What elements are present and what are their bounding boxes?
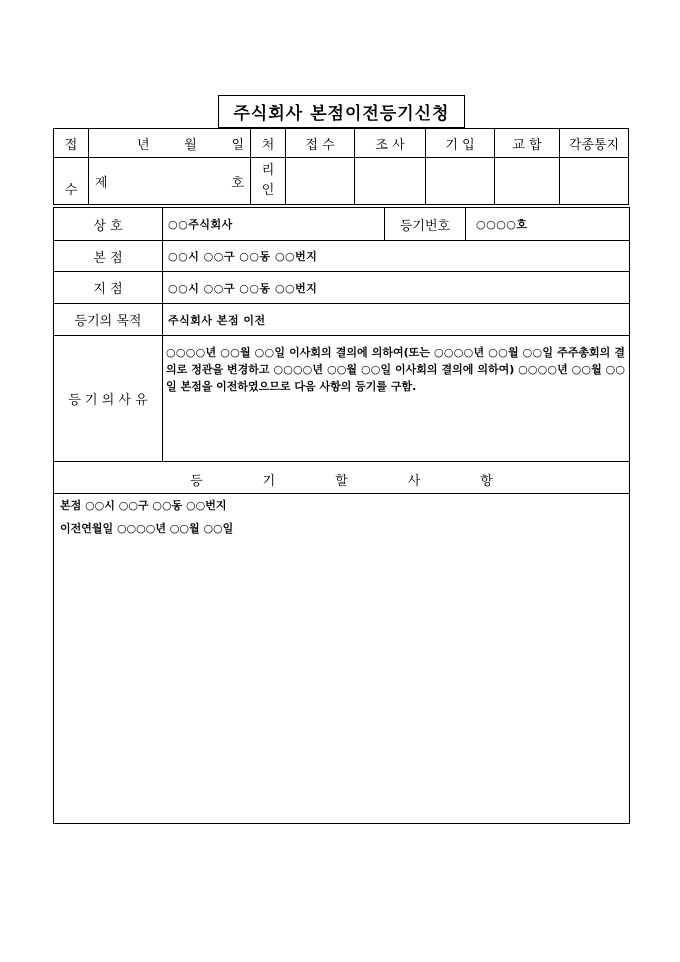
form-title: 주식회사 본점이전등기신청 [233, 104, 450, 124]
row-head-office [54, 241, 629, 272]
row-company-name [54, 208, 629, 241]
company-name-label: 상 호 [54, 208, 163, 240]
processing-stamp [251, 158, 286, 205]
day-label: 일 [231, 137, 244, 153]
receipt-su: 수 [54, 158, 89, 205]
matters-header-2: 할 [335, 474, 348, 489]
purpose-value: 주식회사 본점 이전 [168, 313, 266, 327]
row-matters-header [54, 462, 629, 494]
col-notices: 각종통지 [560, 129, 629, 158]
processing-ri: 리 [261, 163, 275, 178]
matters-header-3: 사 [407, 474, 421, 489]
matters-header-4: 항 [480, 474, 493, 489]
receipt-date [89, 129, 251, 158]
form-title-box [218, 95, 465, 128]
cell-entry [426, 158, 495, 205]
reason-label: 등 기 의 사 유 [54, 336, 163, 461]
col-inspection: 조 사 [355, 129, 426, 158]
company-name-value: ○○주식회사 [168, 218, 233, 231]
col-collation: 교 합 [495, 129, 560, 158]
ho-label: 호 [231, 175, 244, 191]
month-label: 월 [184, 137, 197, 153]
regno-value: ○○○○호 [476, 218, 528, 231]
matters-line-1: 본점 ○○시 ○○구 ○○동 ○○번지 [60, 499, 227, 512]
je-label: 제 [95, 175, 108, 191]
row-reason [54, 336, 629, 462]
col-receipt: 접 수 [286, 129, 355, 158]
matters-header [54, 470, 629, 489]
application-body [53, 207, 630, 824]
regno-label: 등기번호 [384, 208, 466, 240]
col-entry: 기 입 [426, 129, 495, 158]
cell-inspection [355, 158, 426, 205]
row-purpose [54, 304, 629, 336]
matters-header-1: 기 [262, 474, 276, 489]
matters-line-2: 이전연월일 ○○○○년 ○○월 ○○일 [60, 522, 234, 535]
receipt-number [89, 158, 251, 205]
branch-label: 지 점 [54, 272, 163, 303]
cell-collation [495, 158, 560, 205]
receipt-jeop: 접 [54, 129, 89, 158]
processing-in: 인 [261, 183, 275, 198]
matters-header-0: 등 [190, 474, 203, 489]
year-label: 년 [137, 137, 150, 153]
processing-cheo: 처 [251, 129, 286, 158]
row-branch [54, 272, 629, 304]
cell-receipt [286, 158, 355, 205]
cell-notices [560, 158, 629, 205]
reason-value: ○○○○년 ○○월 ○○일 이사회의 결의에 의하여(또는 ○○○○년 ○○월 ○○일 주주총회의 결의로 정관을 변경하고 ○○○○년 ○○월 ○○일 이사회의 결의에 의하여) ○○○○년 ○○월 ○○일 본점을 이전하였으므로 다음 사항의 등기를 구함. [166, 346, 625, 393]
head-office-label: 본 점 [54, 241, 163, 271]
branch-value: ○○시 ○○구 ○○동 ○○번지 [168, 281, 318, 295]
head-office-value: ○○시 ○○구 ○○동 ○○번지 [168, 250, 318, 263]
receipt-table [53, 128, 629, 205]
purpose-label: 등기의 목적 [54, 304, 163, 335]
